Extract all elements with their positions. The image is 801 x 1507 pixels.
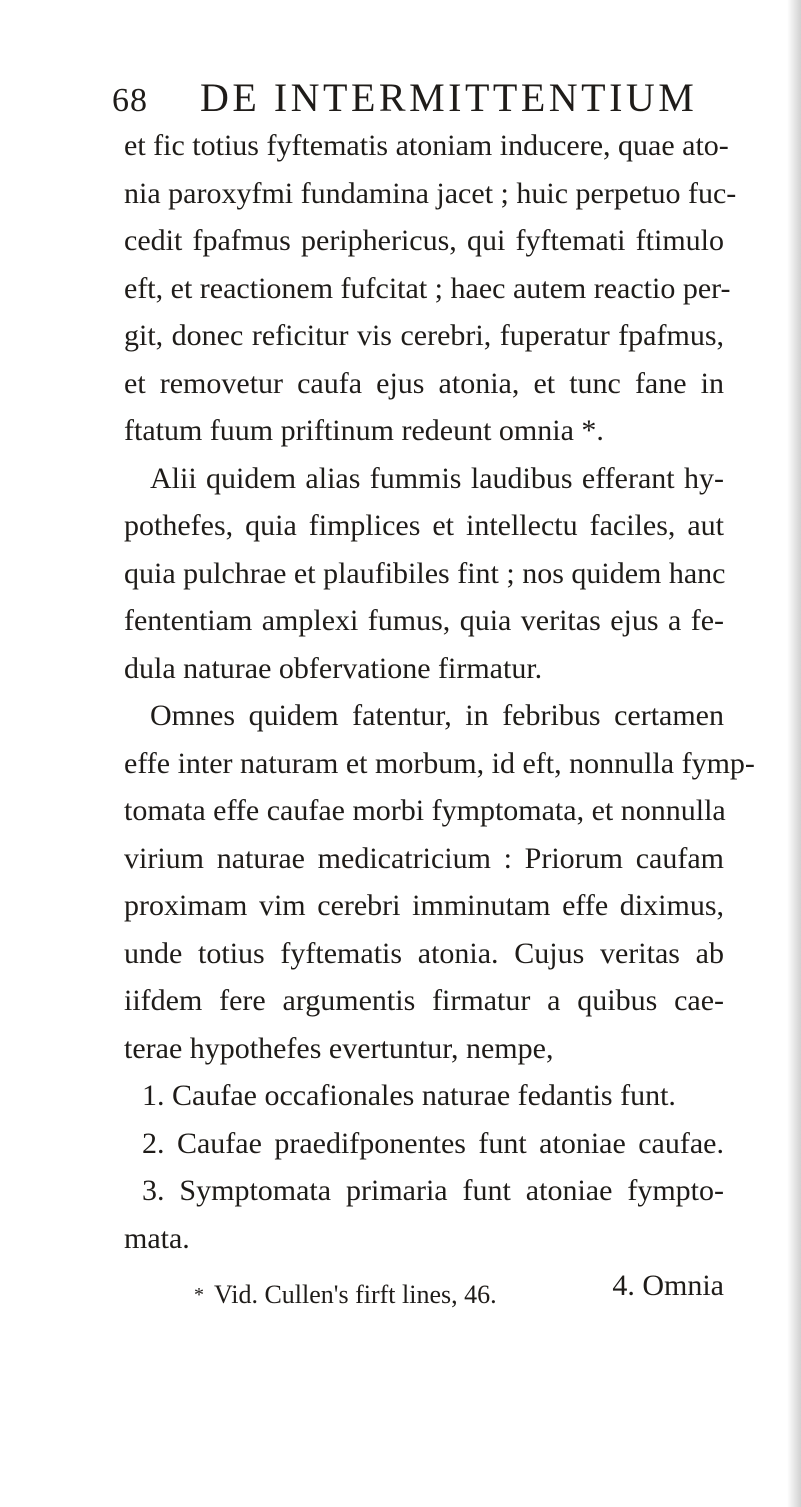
text-line: proximam vim cerebri imminutam effe diximus, <box>124 889 724 922</box>
page-number: 68 <box>112 82 148 119</box>
text-line: virium naturae medicatricium : Priorum caufam <box>124 841 724 875</box>
text-line: nia paroxyfmi fundamina jacet ; huic perpetuo fuc- <box>124 176 737 210</box>
text-line: Omnes quidem fatentur, in febribus certamen <box>150 699 724 732</box>
footnote-marker: * <box>194 1284 204 1306</box>
body-text <box>124 122 755 1310</box>
text-line: git, donec reficitur vis cerebri, fuperatur fpafmus, <box>124 319 724 352</box>
text-line: quia pulchrae et plaufibiles fint ; nos quidem hanc <box>124 556 726 590</box>
text-line: effe inter naturam et morbum, id eft, nonnulla fymp- <box>124 746 755 780</box>
text-line: terae hypothefes evertuntur, nempe, <box>124 1031 554 1065</box>
text-line: cedit fpafmus periphericus, qui fyftemati ftimulo <box>124 224 724 257</box>
text-line: Alii quidem alias fummis laudibus efferant hy- <box>150 461 724 495</box>
text-line: dula naturae obfervatione firmatur. <box>124 651 543 685</box>
text-line: tomata effe caufae morbi fymptomata, et nonnulla <box>124 794 726 827</box>
page-edge-shadow <box>787 0 801 1507</box>
text-line: pothefes, quia fimplices et intellectu faciles, aut <box>124 509 724 542</box>
footnote <box>194 1280 497 1310</box>
text-line: et fic totius fyftematis atoniam inducere, quae ato- <box>124 129 729 162</box>
footnote-text: Vid. Cullen's firft lines, 46. <box>214 1280 497 1309</box>
text-line: eft, et reactionem fufcitat ; haec autem reactio per- <box>124 271 731 305</box>
text-line: 2. Caufae praedifponentes funt atoniae caufae. <box>142 1126 724 1160</box>
text-line: 3. Symptomata primaria funt atoniae fympto- <box>142 1174 724 1207</box>
catchword: 4. Omnia <box>612 1269 724 1302</box>
text-line: ftatum fuum priftinum redeunt omnia *. <box>124 414 604 447</box>
text-line: unde totius fyftematis atonia. Cujus veritas ab <box>124 936 724 970</box>
page-header <box>112 74 697 121</box>
text-line: iifdem fere argumentis firmatur a quibus cae- <box>124 984 724 1017</box>
text-line: 1. Caufae occafionales naturae fedantis funt. <box>142 1079 676 1112</box>
text-line: fententiam amplexi fumus, quia veritas ejus a fe- <box>124 604 724 637</box>
running-title: DE INTERMITTENTIUM <box>200 75 698 120</box>
text-line: mata. <box>124 1221 190 1255</box>
text-line: et removetur caufa ejus atonia, et tunc fane in <box>124 366 724 400</box>
